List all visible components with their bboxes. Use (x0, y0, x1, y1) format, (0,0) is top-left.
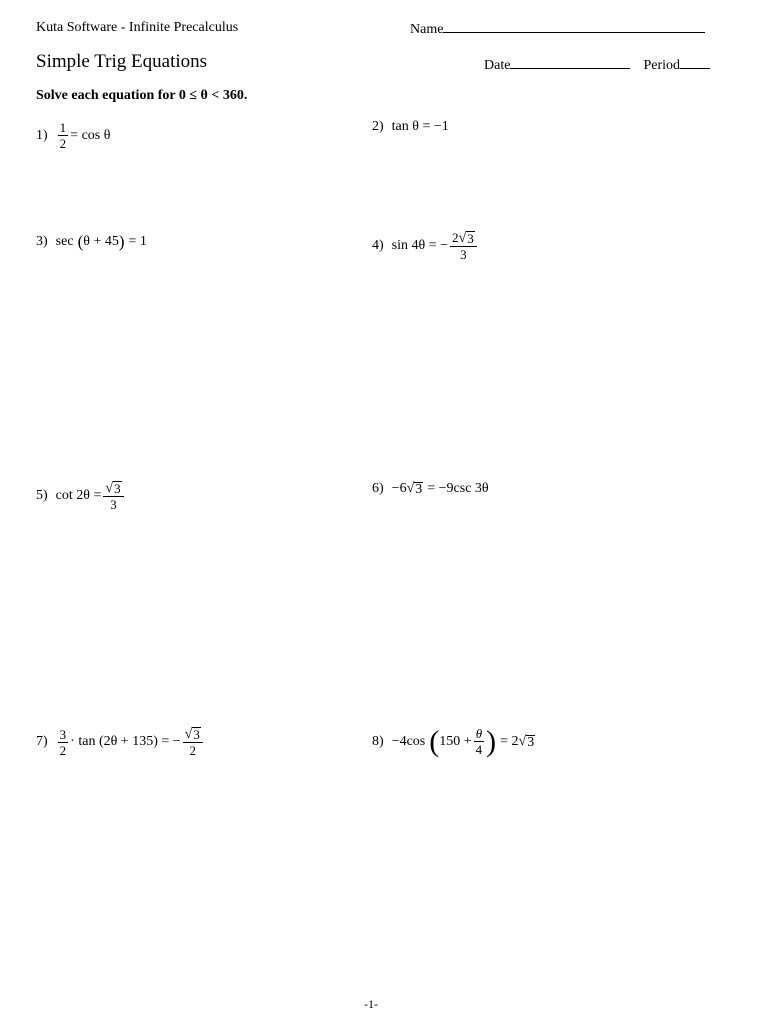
name-blank (443, 20, 705, 33)
denominator: 4 (475, 742, 483, 757)
date-blank (510, 56, 630, 69)
equation-text: · tan (2θ + 135) = − (70, 734, 181, 749)
radicand: 3 (467, 231, 474, 246)
argument: θ + 45 (83, 234, 119, 249)
numerator: √ 3 (103, 480, 123, 497)
radicand: 3 (114, 481, 121, 496)
fraction (58, 120, 69, 151)
fraction (450, 230, 477, 262)
argument: 150 + (439, 733, 472, 749)
numerator: 1 (59, 120, 67, 135)
problem-number: 6) (372, 481, 384, 496)
numerator: √ 3 (183, 726, 203, 743)
page-number: -1- (364, 997, 378, 1011)
denominator: 3 (110, 497, 117, 512)
period-label: Period (643, 58, 680, 73)
problem-number: 7) (36, 734, 48, 749)
period-blank (680, 56, 710, 69)
equation-text: = 2 (500, 733, 519, 749)
numerator: 2 √ 3 (450, 230, 477, 247)
coefficient: −6 (391, 481, 407, 496)
problem-number: 5) (36, 488, 48, 503)
equation-text: cot 2θ = (55, 488, 102, 503)
numerator: 3 (59, 726, 67, 742)
problem-3: 3) sec ( θ + 45 ) = 1 (36, 232, 147, 251)
date-label: Date (484, 58, 511, 73)
radicand: 3 (527, 734, 535, 750)
coefficient: 2 (452, 230, 459, 245)
denominator: 2 (189, 743, 196, 758)
problem-number: 3) (36, 234, 48, 249)
problem-5 (36, 480, 126, 512)
function-name: −4cos (391, 733, 426, 749)
date-period-field (484, 56, 710, 74)
problem-4 (372, 230, 479, 262)
problem-7 (36, 726, 205, 758)
publisher-label: Kuta Software - Infinite Precalculus (36, 20, 239, 35)
denominator: 2 (59, 742, 67, 758)
problem-number: 4) (372, 238, 384, 253)
problem-1 (36, 120, 110, 151)
problem-2 (372, 119, 449, 135)
name-field (410, 20, 705, 38)
fraction (183, 726, 203, 758)
worksheet-title: Simple Trig Equations (36, 51, 208, 72)
equation-text: = 1 (128, 234, 147, 249)
fraction (58, 727, 69, 758)
problem-number: 8) (372, 733, 384, 749)
radicand: 3 (415, 482, 423, 497)
problem-6: 6) −6 √ 3 = −9csc 3θ (372, 481, 489, 497)
problem-number: 2) (372, 119, 384, 134)
fraction (103, 480, 123, 512)
equation-text: sin 4θ = − (391, 238, 449, 253)
equation-text: tan θ = −1 (391, 119, 449, 134)
function-name: sec (55, 234, 74, 249)
numerator: θ (475, 726, 483, 741)
equation-text: = −9csc 3θ (427, 481, 489, 496)
radicand: 3 (193, 727, 200, 742)
name-label: Name (410, 22, 444, 37)
fraction (474, 726, 485, 757)
instructions: Solve each equation for 0 ≤ θ < 360. (36, 88, 248, 103)
problem-number: 1) (36, 127, 48, 143)
denominator: 2 (59, 136, 67, 151)
problem-8: 8) −4cos ( 150 + $\frac{\theta}{4}$ ) = 2 √ 3 (372, 724, 535, 758)
denominator: 3 (460, 247, 467, 262)
equation-text: = cos θ (70, 127, 111, 143)
